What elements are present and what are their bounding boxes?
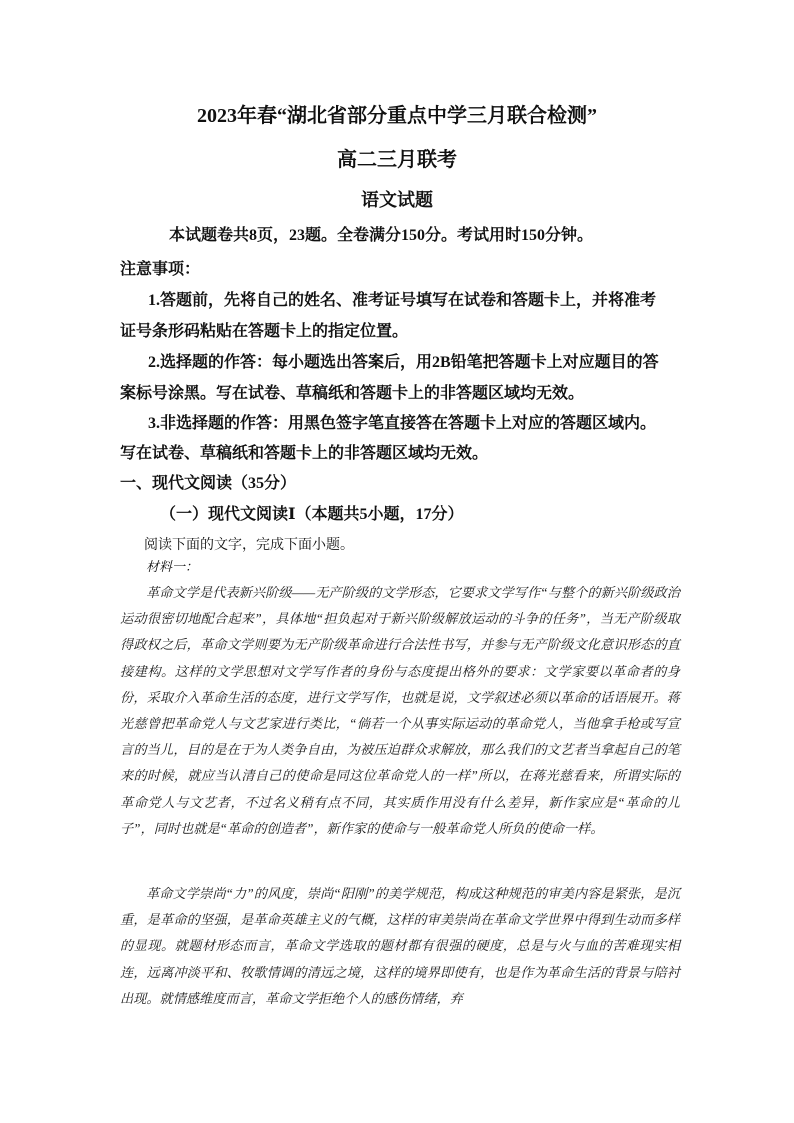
reading-instruction: 阅读下面的文字，完成下面小题。 [144,537,354,553]
notice-item-2-line1: 2.选择题的作答：每小题选出答案后，用2B铅笔把答题卡上对应题目的答 [148,354,659,371]
material-label: 材料一： [146,559,199,574]
section-subtitle: （一）现代文阅读Ⅰ（本题共5小题，17分） [160,506,464,523]
exam-title: 2023年春“湖北省部分重点中学三月联合检测” [197,105,597,127]
notice-item-1-line1: 1.答题前，先将自己的姓名、准考证号填写在试卷和答题卡上，并将准考 [148,292,657,309]
notice-item-2-line2: 案标号涂黑。写在试卷、草稿纸和答题卡上的非答题区域均无效。 [120,385,585,402]
notice-item-1-line2: 证号条形码粘贴在答题卡上的指定位置。 [120,323,409,340]
section-title: 一、现代文阅读（35分） [120,475,297,492]
notice-heading: 注意事项： [120,261,201,278]
exam-intro: 本试题卷共8页，23题。全卷满分150分。考试用时150分钟。 [169,227,594,244]
notice-item-3-line1: 3.非选择题的作答：用黑色签字笔直接答在答题卡上对应的答题区域内。 [148,415,657,432]
material-paragraph-2: 革命文学崇尚“力”的风度，崇尚“阳刚”的美学规范，构成这种规范的审美内容是紧张，是沉重，是革命的坚强，是革命英雄主义的气概，这样的审美崇尚在革命文学世界中得到生动而多样的显现。就题材形态而言，革命文学选取的题材都有很强的硬度，总是与火与血的苦难现实相连，远离冲淡平和、牧歌情调的清远之境，这样的境界即使有，也是作为革命生活的背景与陪衬出现。就情感维度而言，革命文学拒绝个人的感伤情绪，弃 [120,886,680,1006]
exam-subtitle: 高二三月联考 [337,149,457,171]
notice-item-3-line2: 写在试卷、草稿纸和答题卡上的非答题区域均无效。 [120,445,489,462]
material-paragraph-1: 革命文学是代表新兴阶级——无产阶级的文学形态，它要求文学写作“与整个的新兴阶级政治运动很密切地配合起来”，具体地“担负起对于新兴阶级解放运动的斗争的任务”，当无产阶级取得政权之后，革命文学则要为无产阶级革命进行合法性书写，并参与无产阶级文化意识形态的直接建构。这样的文学思想对文学写作者的身份与态度提出格外的要求：文学家要以革命者的身份，采取介入革命生活的态度，进行文学写作，也就是说，文学叙述必须以革命的话语展开。蒋光慈曾把革命党人与文艺家进行类比，“倘若一个从事实际运动的革命党人，当他拿手枪或写宣言的当儿，目的是在于为人类争自由，为被压迫群众求解放，那么我们的文艺者当拿起自己的笔来的时候，就应当认清自己的使命是同这位革命党人的一样”所以，在蒋光慈看来，所谓实际的革命党人与文艺者，不过名义稍有点不同，其实质作用没有什么差异，新作家应是“革命的儿子”，同时也就是“革命的创造者”，新作家的使命与一般革命党人所负的使命一样。 [120,585,680,836]
subject-title: 语文试题 [361,190,433,210]
